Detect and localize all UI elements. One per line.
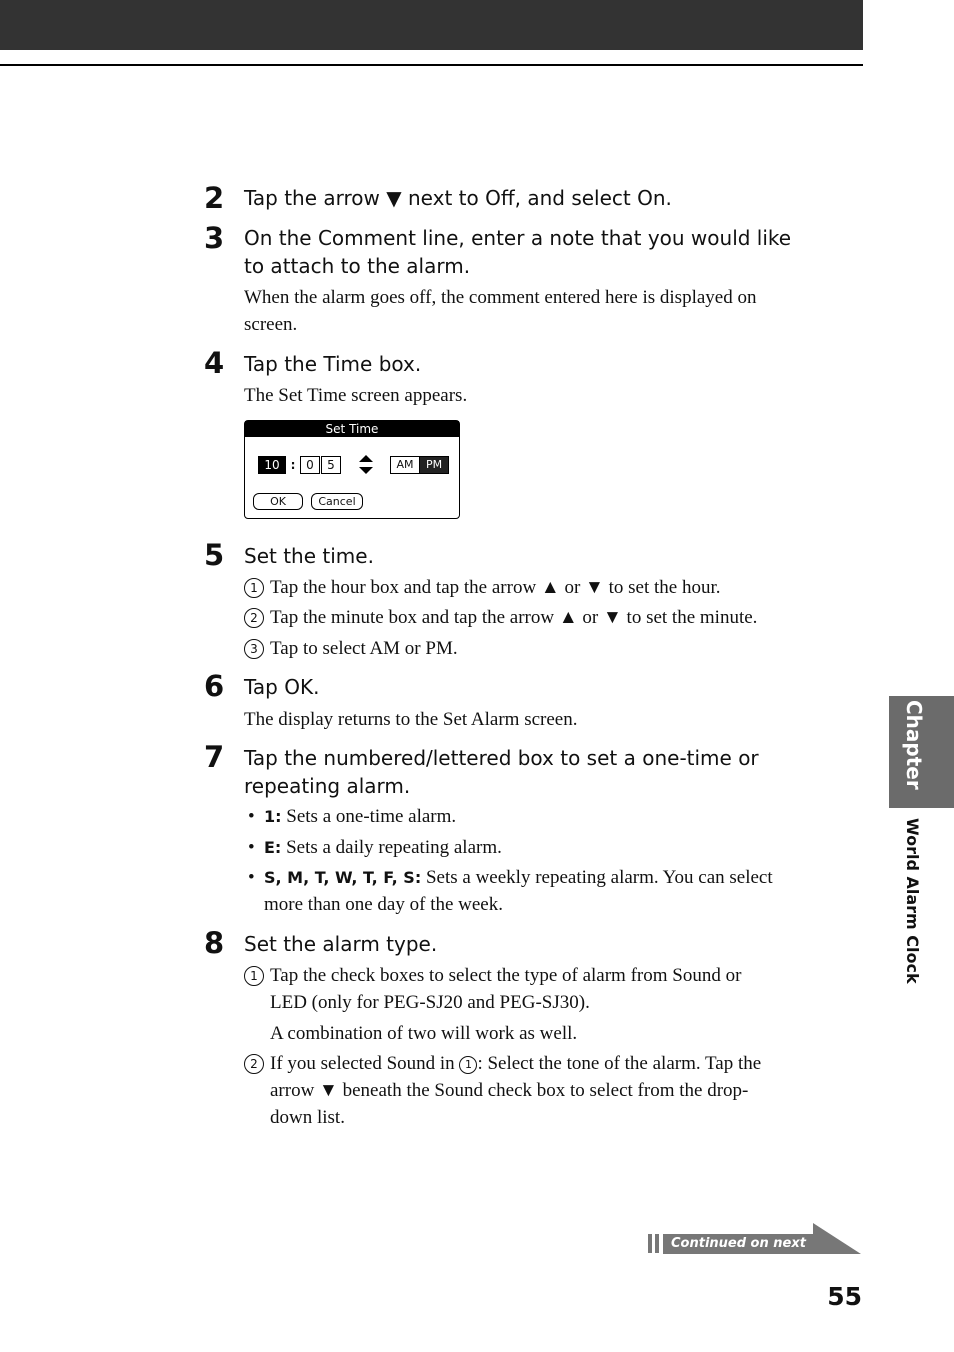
continued-label: Continued on next page	[671, 1236, 806, 1270]
substep-marker: 2	[244, 608, 264, 628]
chapter-label: Chapter 5	[862, 700, 926, 790]
bullet-dot: •	[248, 837, 255, 858]
step-4-number: 4	[204, 346, 225, 380]
step-6-number: 6	[204, 669, 225, 703]
bullet-dot: •	[248, 867, 255, 888]
step-3-title-line2: to attach to the alarm.	[244, 254, 471, 278]
step-8-number: 8	[204, 926, 225, 960]
set-time-dialog	[244, 420, 460, 519]
hour-box[interactable]: 10	[258, 456, 286, 474]
step-7-bullet-3: S, M, T, W, T, F, S: Sets a weekly repeating alarm. You can select more than one day of the week.	[264, 867, 773, 915]
continued-stripe	[655, 1234, 659, 1253]
page-number: 55	[827, 1282, 862, 1311]
step-8-title: Set the alarm type.	[244, 932, 438, 956]
step-2-title: Tap the arrow ▼ next to Off, and select On.	[244, 186, 672, 210]
step-5-substep-1: Tap the hour box and tap the arrow ▲ or ▼ to set the hour.	[270, 577, 721, 598]
substep-marker: 1	[244, 578, 264, 598]
step-5-title: Set the time.	[244, 544, 374, 568]
step-7-title-line1: Tap the numbered/lettered box to set a one-time or	[244, 746, 759, 770]
step-3-body-line1: When the alarm goes off, the comment entered here is displayed on	[244, 287, 757, 308]
step-6-body: The display returns to the Set Alarm screen.	[244, 709, 578, 730]
step-4-title: Tap the Time box.	[244, 352, 422, 376]
step-8-substep-2: If you selected Sound in 1 : Select the tone of the alarm. Tap the arrow ▼ beneath the Sound check box to select from the drop- down list.	[270, 1053, 762, 1128]
pm-button[interactable]: PM	[419, 456, 449, 474]
step-5-number: 5	[204, 538, 225, 572]
substep-marker: 1	[244, 966, 264, 986]
time-separator: :	[290, 458, 296, 472]
step-3-title-line1: On the Comment line, enter a note that you would like	[244, 226, 792, 250]
ok-button[interactable]: OK	[253, 493, 303, 510]
step-3-body-line2: screen.	[244, 314, 298, 335]
header-bar	[0, 0, 863, 50]
up-down-arrows-icon[interactable]	[357, 454, 375, 476]
section-label: World Alarm Clock	[903, 818, 922, 984]
step-4-body: The Set Time screen appears.	[244, 385, 468, 406]
substep-marker: 3	[244, 639, 264, 659]
bullet-dot: •	[248, 806, 255, 827]
step-7-title-line2: repeating alarm.	[244, 774, 411, 798]
step-6-title: Tap OK.	[244, 675, 320, 699]
step-3-body	[244, 284, 859, 338]
am-button[interactable]: AM	[390, 456, 420, 474]
step-7-bullet-1: 1: Sets a one-time alarm.	[264, 806, 457, 827]
step-7-title	[244, 744, 854, 800]
minute-ones-box[interactable]: 5	[321, 456, 341, 474]
step-7-number: 7	[204, 740, 225, 774]
set-time-title: Set Time	[245, 421, 459, 437]
step-2-number: 2	[204, 181, 225, 215]
substep-reference-marker: 1	[459, 1056, 477, 1074]
continued-stripe	[648, 1234, 652, 1253]
substep-marker: 2	[244, 1054, 264, 1074]
step-3-number: 3	[204, 221, 225, 255]
cancel-button[interactable]: Cancel	[311, 493, 363, 510]
minute-tens-box[interactable]: 0	[300, 456, 320, 474]
step-7-bullet-2: E: Sets a daily repeating alarm.	[264, 837, 502, 858]
step-8-substep-1: Tap the check boxes to select the type of alarm from Sound or LED (only for PEG-SJ20 and PEG-SJ30). A combination of two will work as well.	[270, 965, 742, 1044]
step-3-title	[244, 224, 854, 280]
header-rule	[0, 64, 863, 66]
step-5-substep-3: Tap to select AM or PM.	[270, 638, 458, 659]
step-5-substep-2: Tap the minute box and tap the arrow ▲ or ▼ to set the minute.	[270, 607, 758, 628]
